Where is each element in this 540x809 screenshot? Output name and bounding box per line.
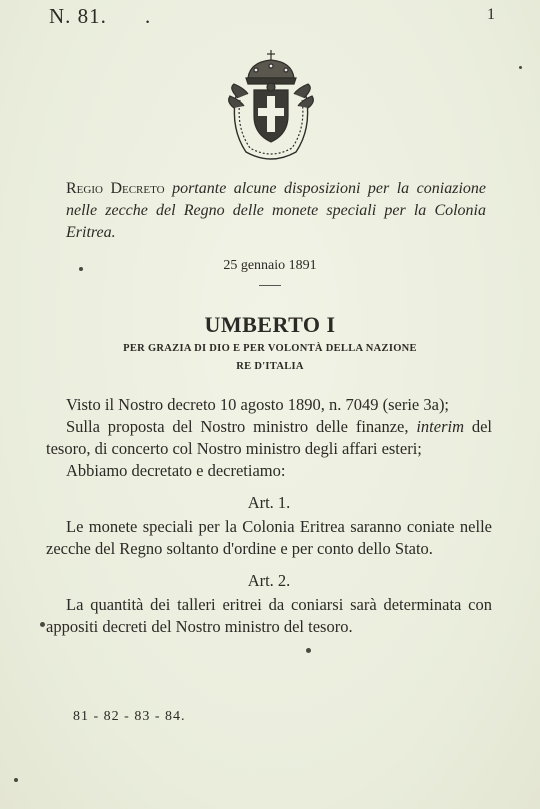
king-grace-line: PER GRAZIA DI DIO E PER VOLONTÀ DELLA NAZIONE (123, 343, 417, 354)
sulla-text-post: del tesoro, di concerto col Nostro ministro degli affari esteri; (46, 417, 493, 458)
date-divider (259, 285, 281, 286)
ink-speck (519, 66, 522, 69)
decree-title-lead: Regio Decreto (66, 180, 165, 197)
header-dot: . (145, 4, 151, 28)
footer-signature: 81 - 82 - 83 - 84. (73, 709, 186, 724)
decree-number: N. 81. (49, 4, 107, 28)
sulla-text-pre: Sulla proposta del Nostro ministro delle finanze, (66, 417, 409, 436)
article-1-title: Art. 1. (247, 493, 291, 512)
visto-paragraph: Visto il Nostro decreto 10 agosto 1890, n. 7049 (serie 3a); (66, 395, 450, 414)
decree-title-rest: portante alcune disposizioni per la coniazione nelle zecche del Regno delle monete speciali per la Colonia Eritrea. (66, 180, 486, 241)
king-name: UMBERTO I (204, 312, 336, 337)
sulla-paragraph (46, 416, 492, 460)
savoy-crest-icon (226, 48, 316, 166)
king-title: RE D'ITALIA (236, 361, 304, 372)
ink-speck (40, 622, 45, 627)
decree-date: 25 gennaio 1891 (223, 258, 317, 273)
ink-speck (306, 648, 311, 653)
ink-speck (79, 267, 83, 271)
article-1-text: Le monete speciali per la Colonia Eritrea saranno coniate nelle zecche del Regno soltanto d'ordine e per conto dello Stato. (46, 517, 492, 558)
decree-body (46, 394, 492, 638)
abbiamo-paragraph: Abbiamo decretato e decretiamo: (66, 461, 286, 480)
article-2-title: Art. 2. (247, 571, 291, 590)
ink-speck (14, 778, 18, 782)
sulla-interim: interim (416, 417, 465, 436)
page-number: 1 (487, 6, 495, 23)
article-2-text: La quantità dei talleri eritrei da coniarsi sarà determinata con appositi decreti del Nostro ministro del tesoro. (46, 595, 492, 636)
decree-title (66, 178, 486, 244)
